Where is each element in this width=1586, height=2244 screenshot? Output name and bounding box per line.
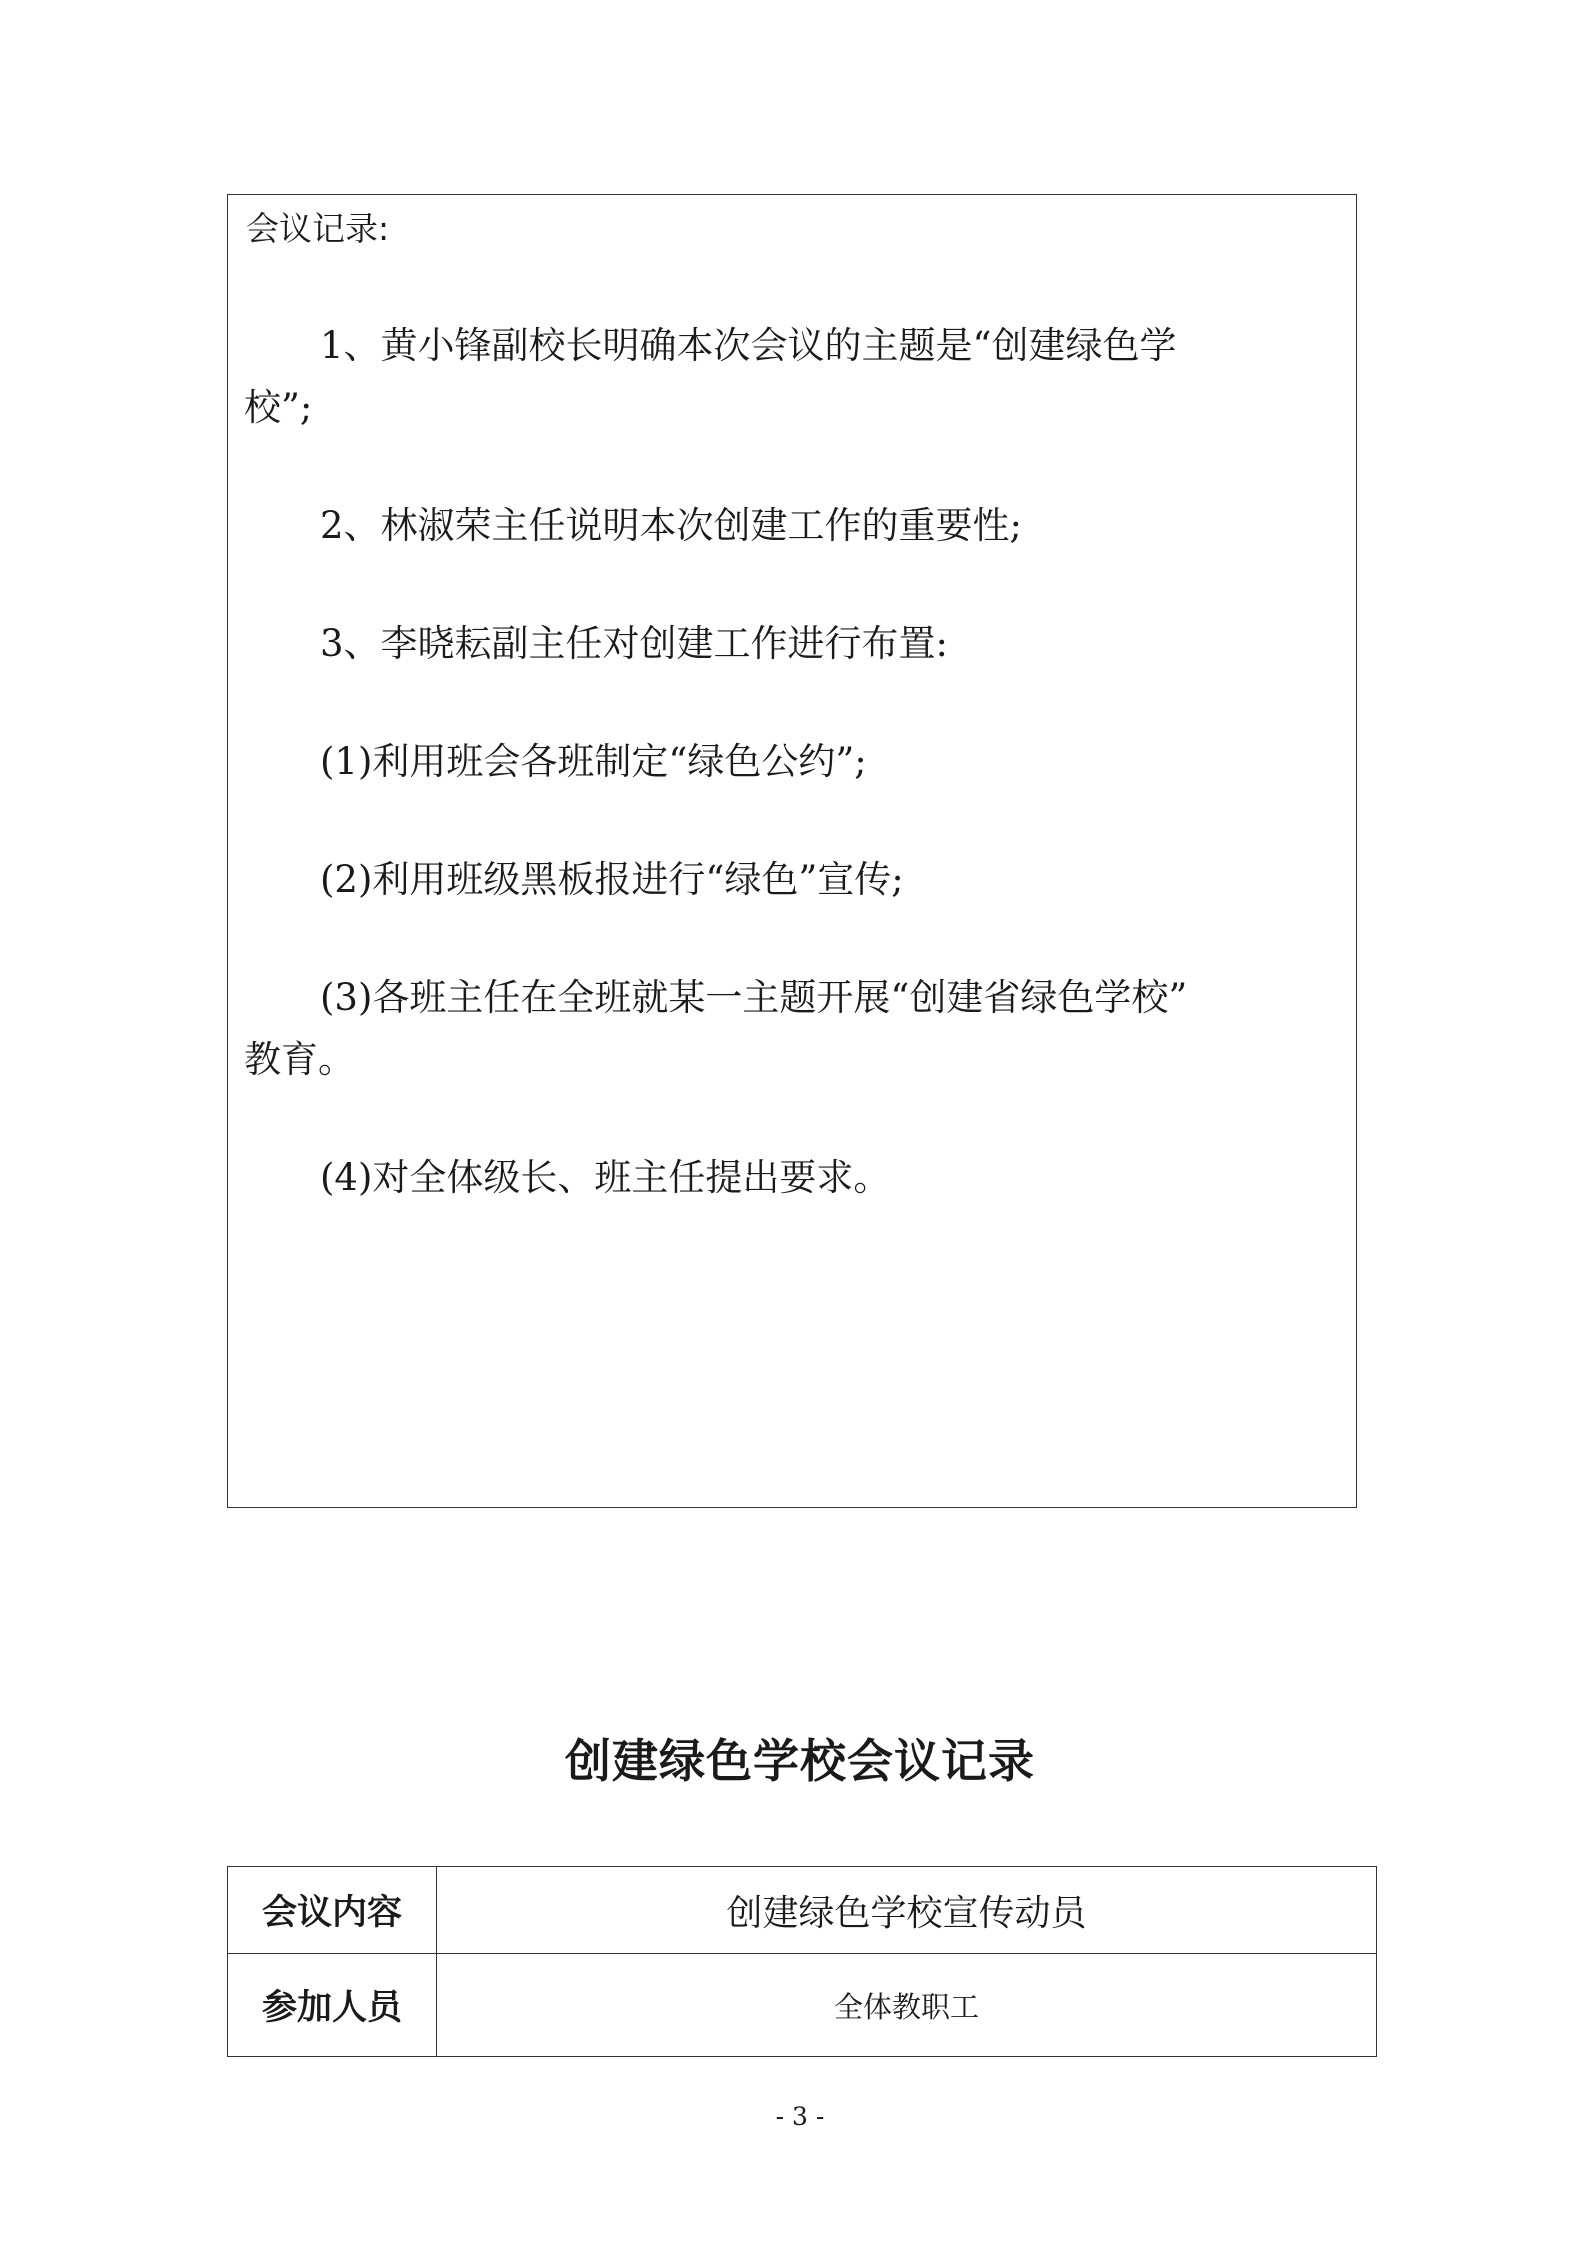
record-subitem-2: (2)利用班级黑板报进行“绿色”宣传;: [320, 858, 904, 901]
meeting-info-table: [227, 1866, 1377, 2057]
record-subitem-3-line-2: 教育。: [244, 1038, 355, 1081]
record-subitem-1: (1)利用班会各班制定“绿色公约”;: [320, 740, 867, 783]
record-item-3: 3、李晓耘副主任对创建工作进行布置:: [320, 622, 949, 665]
meeting-content-value: 创建绿色学校宣传动员: [437, 1867, 1377, 1954]
attendees-label: 参加人员: [228, 1954, 437, 2057]
record-item-1-line-2: 校”;: [244, 386, 313, 429]
record-subitem-3-line-1: (3)各班主任在全班就某一主题开展“创建省绿色学校”: [320, 976, 1188, 1019]
attendees-value: 全体教职工: [437, 1954, 1377, 2057]
table-row: [228, 1867, 1377, 1954]
record-item-2: 2、林淑荣主任说明本次创建工作的重要性;: [320, 504, 1023, 547]
record-subitem-4: (4)对全体级长、班主任提出要求。: [320, 1156, 891, 1199]
meeting-content-label: 会议内容: [228, 1867, 437, 1954]
meeting-record-box: [227, 194, 1357, 1508]
meeting-record-heading: 会议记录:: [246, 209, 390, 248]
record-item-1-line-1: 1、黄小锋副校长明确本次会议的主题是“创建绿色学: [320, 324, 1177, 367]
page-number: - 3 -: [775, 2102, 825, 2131]
table-row: [228, 1954, 1377, 2057]
document-title: 创建绿色学校会议记录: [565, 1734, 1035, 1788]
